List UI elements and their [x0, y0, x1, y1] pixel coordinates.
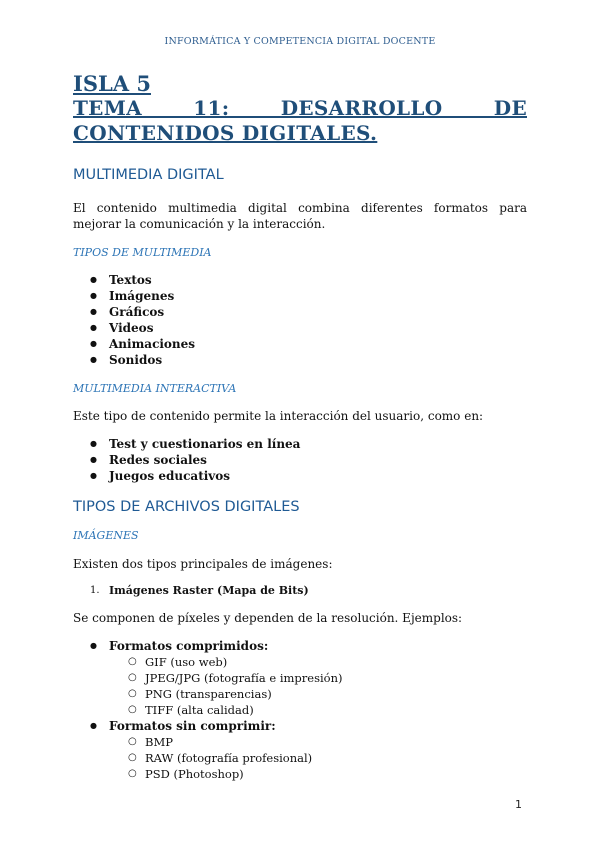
uncompressed-label: Formatos sin comprimir: — [109, 719, 276, 733]
list-item — [73, 718, 527, 734]
page-subtitle: TEMA 11: DESARROLLO DE CONTENIDOS DIGITALES. — [73, 96, 527, 145]
list-item: ● Imágenes — [73, 288, 527, 304]
formats-list — [73, 638, 527, 654]
interactive-intro: Este tipo de contenido permite la interacción del usuario, como en: — [73, 409, 484, 423]
list-item: ● Redes sociales — [73, 452, 527, 468]
numbered-list — [73, 584, 527, 598]
heading-multimedia: MULTIMEDIA DIGITAL — [73, 167, 224, 183]
list-item-text: Imágenes Raster (Mapa de Bits) — [109, 584, 309, 597]
list-item: ○ PNG (transparencias) — [73, 686, 527, 702]
formats-list-2 — [73, 718, 527, 734]
list-item: ● Test y cuestionarios en línea — [73, 436, 527, 452]
heading-tipos-archivos: TIPOS DE ARCHIVOS DIGITALES — [73, 499, 300, 515]
list-item: ● Videos — [73, 320, 527, 336]
heading-tipos-multimedia: TIPOS DE MULTIMEDIA — [73, 246, 212, 259]
list-item: ○ TIFF (alta calidad) — [73, 702, 527, 718]
list-item: ○ RAW (fotografía profesional) — [73, 750, 527, 766]
list-number: 1. — [90, 585, 100, 596]
heading-multimedia-interactiva: MULTIMEDIA INTERACTIVA — [73, 382, 237, 395]
interactive-list — [73, 436, 527, 484]
list-item: ● Juegos educativos — [73, 468, 527, 484]
list-item — [73, 638, 527, 654]
running-header: INFORMÁTICA Y COMPETENCIA DIGITAL DOCENTE — [164, 36, 436, 47]
list-item: ● Textos — [73, 272, 527, 288]
multimedia-types-list — [73, 272, 527, 368]
list-item: ● Gráficos — [73, 304, 527, 320]
list-item — [73, 584, 527, 598]
heading-imagenes: IMÁGENES — [73, 529, 139, 542]
list-item: ○ PSD (Photoshop) — [73, 766, 527, 782]
list-item: ○ JPEG/JPG (fotografía e impresión) — [73, 670, 527, 686]
list-item: ● Animaciones — [73, 336, 527, 352]
multimedia-intro: El contenido multimedia digital combina diferentes formatos para mejorar la comunicación y la interacción. — [73, 201, 527, 231]
page-content — [73, 72, 527, 782]
uncompressed-formats-list — [73, 734, 527, 782]
page-title: ISLA 5 — [73, 71, 151, 96]
page-number: 1 — [515, 798, 522, 811]
images-intro: Existen dos tipos principales de imágenes: — [73, 557, 333, 571]
list-item: ○ GIF (uso web) — [73, 654, 527, 670]
compressed-label: Formatos comprimidos: — [109, 639, 269, 653]
list-item: ○ BMP — [73, 734, 527, 750]
raster-intro: Se componen de píxeles y dependen de la resolución. Ejemplos: — [73, 611, 463, 625]
list-item: ● Sonidos — [73, 352, 527, 368]
compressed-formats-list — [73, 654, 527, 718]
